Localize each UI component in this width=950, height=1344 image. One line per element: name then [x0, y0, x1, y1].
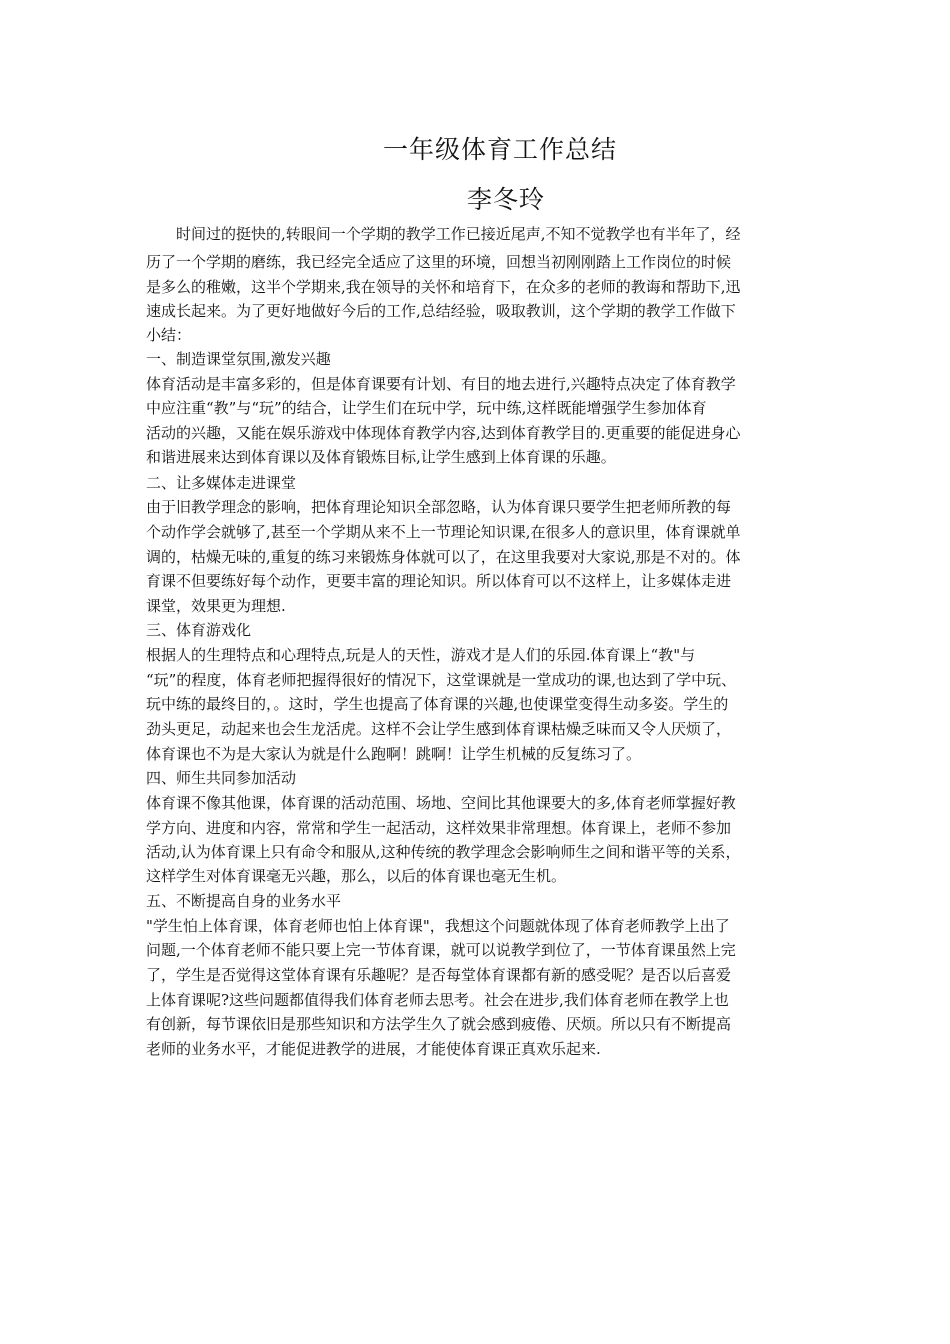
section-heading: 五、不断提高自身的业务水平 — [146, 892, 342, 910]
text-line: 玩中练的最终目的，。这时，学生也提高了体育课的兴趣,也使课堂变得生动多姿。学生的 — [146, 695, 729, 713]
text-line: 个动作学会就够了,甚至一个学期从来不上一节理论知识课,在很多人的意识里，体育课就单 — [146, 523, 741, 541]
text-line: 小结： — [146, 326, 192, 344]
text-line: 历了一个学期的磨练，我已经完全适应了这里的环境，回想当初刚刚踏上工作岗位的时候 — [146, 253, 732, 271]
text-line: 时间过的挺快的,转眼间一个学期的教学工作已接近尾声,不知不觉教学也有半年了，经 — [176, 225, 741, 243]
text-line: 由于旧教学理念的影响，把体育理论知识全部忽略，认为体育课只要学生把老师所教的每 — [146, 498, 732, 516]
text-line: 活动的兴趣，又能在娱乐游戏中体现体育教学内容,达到体育教学目的.更重要的能促进身心 — [146, 424, 741, 442]
text-line: 速成长起来。为了更好地做好今后的工作,总结经验，吸取教训，这个学期的教学工作做下 — [146, 302, 736, 320]
text-line: 课堂，效果更为理想. — [146, 597, 286, 615]
text-line: 了，学生是否觉得这堂体育课有乐趣呢？是否每堂体育课都有新的感受呢？是否以后喜爱 — [146, 966, 732, 984]
text-line: 根据人的生理特点和心理特点,玩是人的天性，游戏才是人们的乐园.体育课上“教"与 — [146, 646, 696, 664]
text-line: “玩”的程度，体育老师把握得很好的情况下，这堂课就是一堂成功的课,也达到了学中玩、 — [146, 671, 737, 689]
section-heading: 三、体育游戏化 — [146, 621, 252, 639]
text-line: 上体育课呢?这些问题都值得我们体育老师去思考。社会在进步,我们体育老师在教学上也 — [146, 991, 729, 1009]
text-line: 老师的业务水平，才能促进教学的进展，才能使体育课正真欢乐起来. — [146, 1040, 601, 1058]
author-name: 李冬玲 — [466, 185, 545, 214]
section-heading: 二、让多媒体走进课堂 — [146, 474, 297, 492]
text-line: 体育课不像其他课，体育课的活动范围、场地、空间比其他课要大的多,体育老师掌握好教 — [146, 794, 736, 812]
text-line: 体育活动是丰富多彩的，但是体育课要有计划、有目的地去进行,兴趣特点决定了体育教学 — [146, 375, 736, 393]
text-line: "学生怕上体育课，体育老师也怕上体育课"，我想这个问题就体现了体育老师教学上出了 — [146, 917, 730, 935]
text-line: 活动,认为体育课上只有命令和服从,这种传统的教学理念会影响师生之间和谐平等的关系， — [146, 843, 741, 861]
text-line: 问题,一个体育老师不能只要上完一节体育课，就可以说教学到位了，一节体育课虽然上完 — [146, 941, 736, 959]
text-line: 体育课也不为是大家认为就是什么跑啊！跳啊！让学生机械的反复练习了。 — [146, 745, 642, 763]
text-line: 育课不但要练好每个动作，更要丰富的理论知识。所以体育可以不这样上，让多媒体走进 — [146, 572, 732, 590]
text-line: 中应注重“教”与“玩”的结合，让学生们在玩中学，玩中练,这样既能增强学生参加体育 — [146, 399, 707, 417]
text-line: 劲头更足，动起来也会生龙活虎。这样不会让学生感到体育课枯燥乏味而又令人厌烦了， — [146, 720, 732, 738]
text-line: 调的，枯燥无味的,重复的练习来锻炼身体就可以了，在这里我要对大家说,那是不对的。体 — [146, 548, 741, 566]
text-line: 是多么的稚嫩，这半个学期来,我在领导的关怀和培育下，在众多的老师的教诲和帮助下,迅 — [146, 278, 741, 296]
text-line: 和谐进展来达到体育课以及体育锻炼目标,让学生感到上体育课的乐趣。 — [146, 448, 616, 466]
section-heading: 一、制造课堂氛围,激发兴趣 — [146, 350, 331, 368]
text-line: 学方向、进度和内容，常常和学生一起活动，这样效果非常理想。体育课上，老师不参加 — [146, 819, 732, 837]
section-heading: 四、师生共同参加活动 — [146, 769, 297, 787]
document-title: 一年级体育工作总结 — [382, 135, 617, 164]
text-line: 这样学生对体育课毫无兴趣，那么，以后的体育课也毫无生机。 — [146, 867, 567, 885]
text-line: 有创新，每节课依旧是那些知识和方法学生久了就会感到疲倦、厌烦。所以只有不断提高 — [146, 1015, 732, 1033]
